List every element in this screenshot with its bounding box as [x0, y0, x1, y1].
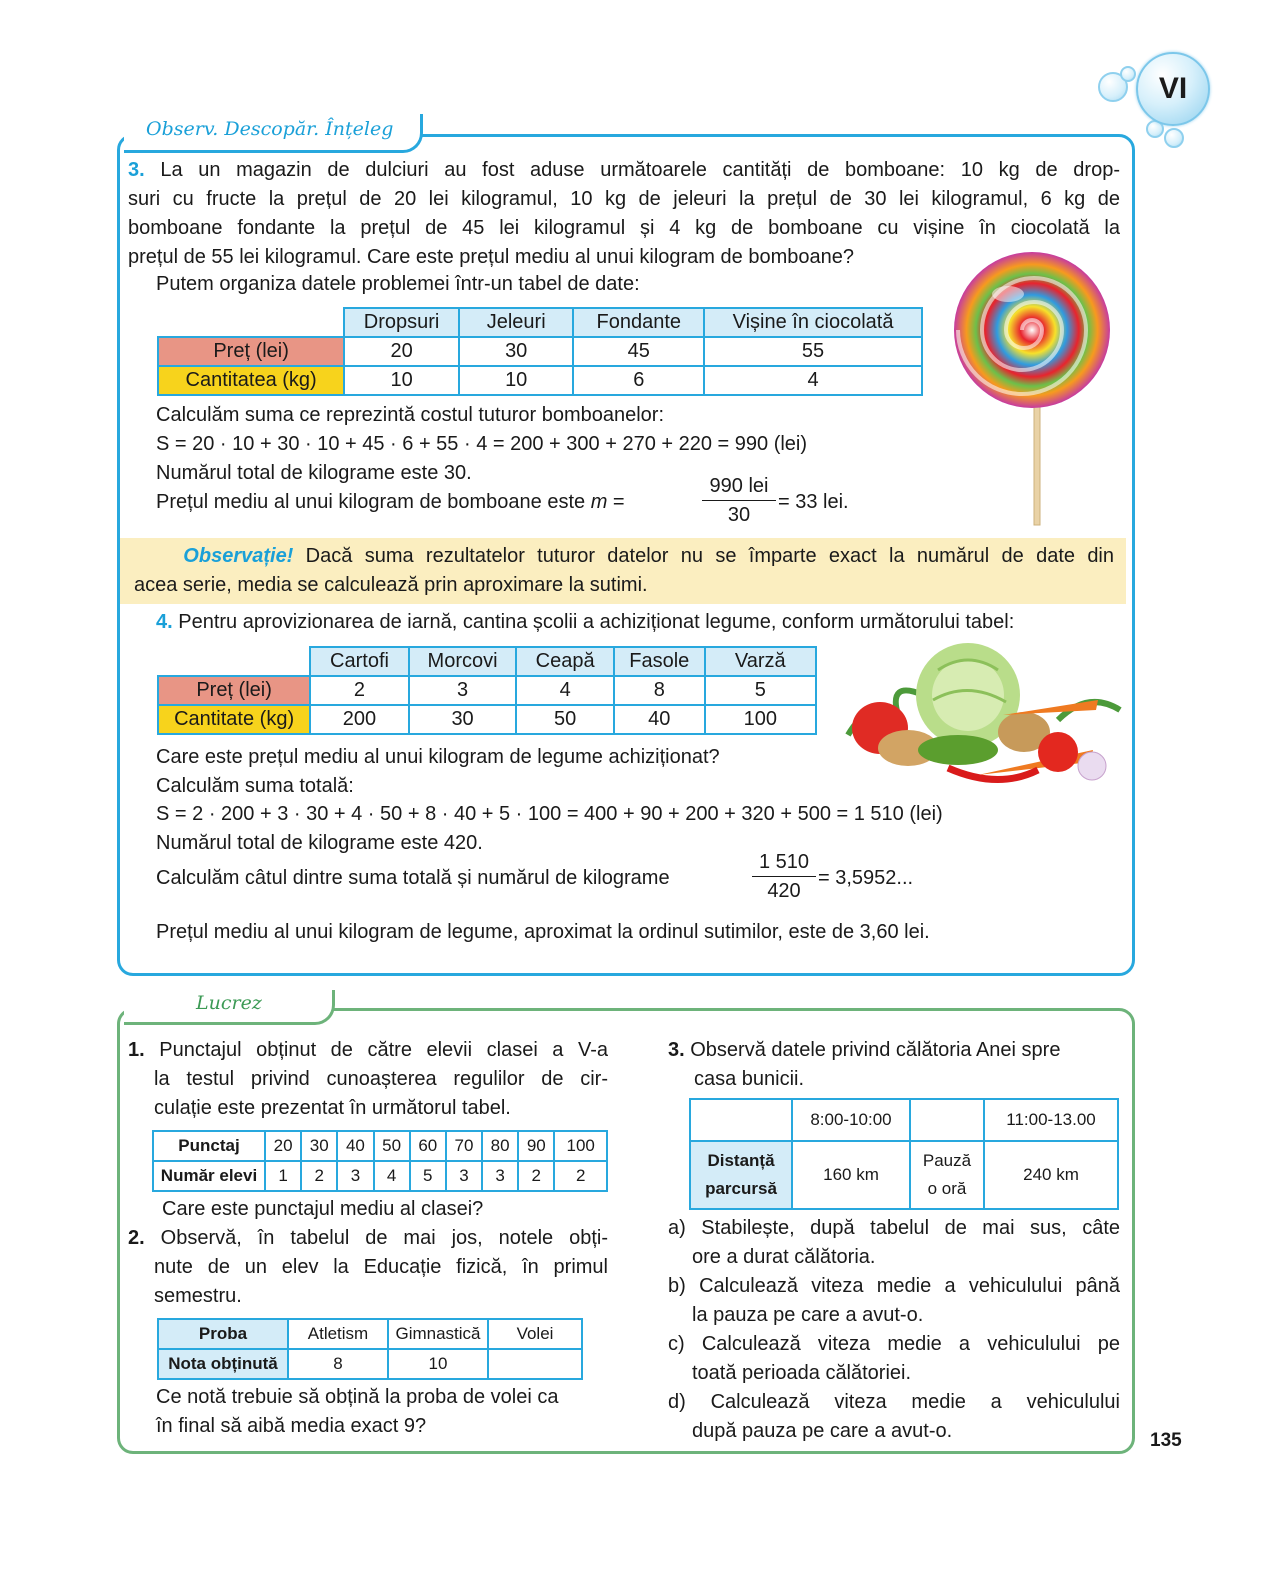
text-span: Prețul mediu al unui kilogram de bomboane este: [156, 491, 591, 513]
table-cell: 2: [554, 1161, 607, 1191]
exercise-4-text: [156, 608, 1122, 637]
vegetables-illustration: [828, 640, 1124, 790]
observation-text: [134, 542, 1114, 600]
calc-line: = 33 lei.: [778, 491, 849, 513]
table-cell: 3: [337, 1161, 373, 1191]
text-span: Observă, în tabelul de mai jos, notele obți-: [160, 1227, 608, 1249]
row-label: Cantitate (kg): [158, 705, 310, 734]
column-header: Varză: [705, 647, 816, 676]
calc-line: Numărul total de kilograme este 420.: [156, 832, 483, 854]
sub-items: [668, 1214, 1120, 1446]
text-span: =: [607, 491, 625, 513]
text-line: o oră: [927, 1179, 967, 1198]
question-text: Care este punctajul mediu al clasei?: [162, 1198, 484, 1220]
table-cell: 70: [446, 1131, 482, 1161]
table-cell: 4: [374, 1161, 410, 1191]
column-header: Fondante: [573, 308, 704, 337]
row-label: Nota obținută: [158, 1349, 288, 1379]
table-cell: 3: [409, 676, 517, 705]
chapter-badge: VI: [1136, 52, 1210, 126]
vegetables-table: [157, 646, 817, 735]
practice-exercise-3-text: [668, 1036, 1120, 1094]
decorative-bubble: [1164, 128, 1184, 148]
fraction-denominator: 420: [752, 876, 816, 905]
text-span: Punctajul obținut de către elevii clasei a V-a: [159, 1039, 609, 1061]
practice-section-tab: [124, 990, 335, 1025]
table-cell: 10: [344, 366, 459, 395]
table-cell: Gimnastică: [388, 1319, 488, 1349]
candy-table: [157, 307, 923, 396]
text-span: Pentru aprovizionarea de iarnă, cantina școlii a achiziționat legume, conform următorului tabel:: [178, 611, 1015, 633]
calc-line: S = 2 · 200 + 3 · 30 + 4 · 50 + 8 · 40 + 5 · 100 = 400 + 90 + 200 + 320 + 500 = 1 510 (lei): [156, 803, 943, 825]
calc-line: Calculăm suma totală:: [156, 775, 354, 797]
fraction-numerator: 990 lei: [709, 475, 769, 497]
table-cell: 10: [459, 366, 574, 395]
text-line: parcursă: [705, 1179, 777, 1198]
text-span: Calculează viteza medie a vehiculului: [710, 1391, 1120, 1413]
calc-line: Prețul mediu al unui kilogram de legume, aproximat la ordinul sutimilor, este de 3,60 lei.: [156, 921, 930, 943]
table-cell: 200: [310, 705, 409, 734]
table-cell: 8: [614, 676, 705, 705]
row-label: Punctaj: [153, 1131, 265, 1161]
text-line: la testul privind cunoașterea regulilor de cir-: [154, 1068, 608, 1090]
table-cell: 40: [337, 1131, 373, 1161]
table-cell: 55: [704, 337, 922, 366]
text-line: după pauza pe care a avut-o.: [692, 1420, 953, 1442]
grades-table: [157, 1318, 583, 1380]
table-cell: 100: [554, 1131, 607, 1161]
column-header: Fasole: [614, 647, 705, 676]
practice-exercise-1-text: [128, 1036, 608, 1123]
fraction-numerator: 1 510: [758, 851, 810, 873]
table-cell: 240 km: [984, 1141, 1118, 1209]
text-line: prețul de 55 lei kilogramul. Care este prețul mediu al unui kilogram de bomboane?: [128, 246, 854, 268]
exercise-number: 4.: [156, 611, 173, 633]
fraction: [752, 848, 816, 905]
text-line: La un magazin de dulciuri au fost aduse următoarele cantități de bomboane: 10 kg de drop-: [160, 159, 1120, 181]
table-cell: [488, 1349, 582, 1379]
column-header: Cartofi: [310, 647, 409, 676]
item-letter: a): [668, 1217, 686, 1239]
exercise-number: 2.: [128, 1227, 145, 1249]
column-header: Vișine în ciocolată: [704, 308, 922, 337]
exercise-number: 1.: [128, 1039, 145, 1061]
text-line: Distanță: [707, 1151, 775, 1170]
text-span: Dacă suma rezultatelor tuturor datelor nu se împarte exact la numărul de date din: [293, 545, 1115, 567]
calc-line: = 3,5952...: [818, 867, 914, 889]
table-cell: 6: [573, 366, 704, 395]
row-label: [690, 1141, 792, 1209]
item-letter: b): [668, 1275, 686, 1297]
calc-line: [156, 488, 625, 517]
table-cell: 11:00-13.00: [984, 1099, 1118, 1141]
table-cell: 1: [265, 1161, 301, 1191]
item-letter: d): [668, 1391, 686, 1413]
column-header: Dropsuri: [344, 308, 459, 337]
practice-section-title: Lucrez: [196, 992, 262, 1014]
variable-m: m: [590, 491, 608, 513]
table-cell: 50: [374, 1131, 410, 1161]
table-cell: 60: [410, 1131, 446, 1161]
calc-line: Calculăm suma ce reprezintă costul tuturor bomboanelor:: [156, 404, 665, 426]
page-number: 135: [1150, 1430, 1182, 1451]
text-line: la pauza pe care a avut-o.: [692, 1304, 924, 1326]
text-line: ore a durat călătoria.: [692, 1246, 876, 1268]
table-cell: 3: [446, 1161, 482, 1191]
table-cell: Atletism: [288, 1319, 388, 1349]
score-table: [152, 1130, 608, 1192]
text-span: Observă datele privind călătoria Anei spre: [690, 1039, 1061, 1061]
text-line: culație este prezentat în următorul tabel.: [154, 1097, 511, 1119]
observation-label: Observație!: [183, 545, 294, 567]
table-cell: 30: [409, 705, 517, 734]
text-line: toată perioada călătoriei.: [692, 1362, 912, 1384]
table-cell: 2: [518, 1161, 554, 1191]
text-line: semestru.: [154, 1285, 242, 1307]
table-cell: 30: [301, 1131, 337, 1161]
text-line: Pauză: [922, 1151, 972, 1170]
column-header: Ceapă: [516, 647, 614, 676]
column-header: Morcovi: [409, 647, 517, 676]
calc-line: Care este prețul mediu al unui kilogram de legume achiziționat?: [156, 746, 720, 768]
row-label: Număr elevi: [153, 1161, 265, 1191]
text-line: bomboane fondante la prețul de 45 lei kilogramul și 4 kg de bomboane cu vișine în ciocolată la: [128, 217, 1120, 239]
table-cell: 4: [704, 366, 922, 395]
column-header: Jeleuri: [459, 308, 574, 337]
item-letter: c): [668, 1333, 685, 1355]
table-cell: 8:00-10:00: [792, 1099, 910, 1141]
table-cell: 20: [344, 337, 459, 366]
question-text: Ce notă trebuie să obțină la proba de volei ca: [156, 1386, 559, 1408]
text-span: Stabilește, după tabelul de mai sus, câte: [701, 1217, 1120, 1239]
practice-exercise-2-text: [128, 1224, 608, 1311]
discover-section-tab: [124, 114, 423, 153]
table-cell: 40: [614, 705, 705, 734]
row-label: Cantitatea (kg): [158, 366, 344, 395]
text-span: Calculează viteza medie a vehiculului până: [699, 1275, 1121, 1297]
calc-line: Calculăm câtul dintre suma totală și numărul de kilograme: [156, 867, 670, 889]
trip-table: [689, 1098, 1119, 1210]
table-cell: 5: [705, 676, 816, 705]
table-cell: 100: [705, 705, 816, 734]
table-cell: 20: [265, 1131, 301, 1161]
table-cell: 4: [516, 676, 614, 705]
text-line: nute de un elev la Educație fizică, în primul: [154, 1256, 608, 1278]
fraction: [702, 472, 776, 529]
row-label: Preț (lei): [158, 676, 310, 705]
question-text: în final să aibă media exact 9?: [156, 1415, 427, 1437]
text-line: acea serie, media se calculează prin aproximare la sutimi.: [134, 574, 648, 596]
table-cell: 8: [288, 1349, 388, 1379]
table-cell: 80: [482, 1131, 518, 1161]
table-cell: 3: [482, 1161, 518, 1191]
table-cell: 50: [516, 705, 614, 734]
table-cell: [690, 1099, 792, 1141]
text-span: Calculează viteza medie a vehiculului pe: [701, 1333, 1120, 1355]
table-cell: 45: [573, 337, 704, 366]
table-cell: 2: [301, 1161, 337, 1191]
table-cell: Volei: [488, 1319, 582, 1349]
row-label: Preț (lei): [158, 337, 344, 366]
decorative-bubble: [1120, 66, 1136, 82]
exercise-number: 3.: [668, 1039, 685, 1061]
text-line: suri cu fructe la prețul de 20 lei kilogramul, 10 kg de jeleuri la prețul de 30 lei kilogramul, 6 kg de: [128, 188, 1120, 210]
table-cell: [910, 1141, 984, 1209]
table-cell: 30: [459, 337, 574, 366]
table-intro: Putem organiza datele problemei într-un tabel de date:: [156, 273, 640, 295]
row-label: Proba: [158, 1319, 288, 1349]
table-cell: 2: [310, 676, 409, 705]
lollipop-illustration: [950, 250, 1115, 530]
calc-line: Numărul total de kilograme este 30.: [156, 462, 472, 484]
table-cell: [910, 1099, 984, 1141]
table-cell: 90: [518, 1131, 554, 1161]
text-line: casa bunicii.: [694, 1068, 805, 1090]
fraction-denominator: 30: [702, 500, 776, 529]
table-cell: 5: [410, 1161, 446, 1191]
discover-section-title: Observ. Descopăr. Înțeleg: [146, 118, 394, 140]
table-cell: 160 km: [792, 1141, 910, 1209]
calc-line: S = 20 · 10 + 30 · 10 + 45 · 6 + 55 · 4 = 200 + 300 + 270 + 220 = 990 (lei): [156, 433, 808, 455]
exercise-number: 3.: [128, 159, 145, 181]
table-cell: 10: [388, 1349, 488, 1379]
